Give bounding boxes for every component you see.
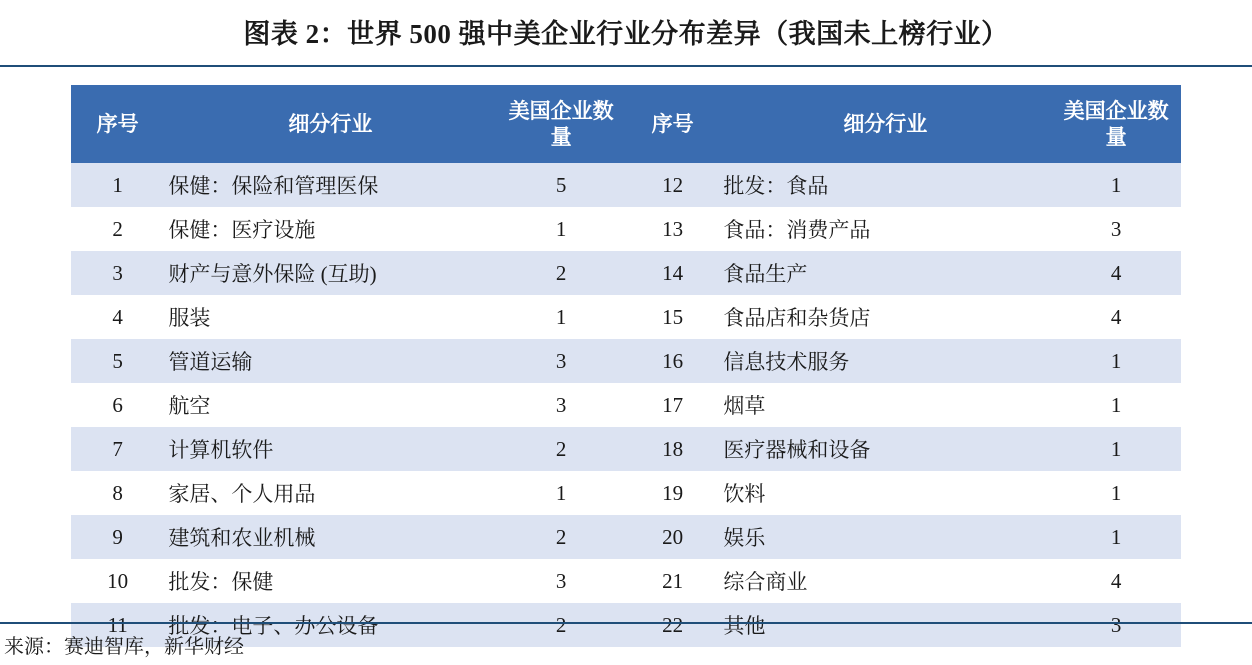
cell-industry-right: 批发：食品	[719, 163, 1051, 207]
table-row	[71, 471, 1181, 515]
column-header-industry-right: 细分行业	[719, 85, 1051, 163]
cell-index-left: 2	[71, 207, 164, 251]
table-row	[71, 295, 1181, 339]
cell-count-right: 1	[1051, 515, 1181, 559]
table-container	[71, 67, 1181, 647]
cell-index-left: 9	[71, 515, 164, 559]
column-header-industry-left: 细分行业	[164, 85, 496, 163]
column-header-count-right: 美国企业数量	[1051, 85, 1181, 163]
cell-industry-left: 家居、个人用品	[164, 471, 496, 515]
cell-industry-right: 食品店和杂货店	[719, 295, 1051, 339]
cell-industry-right: 娱乐	[719, 515, 1051, 559]
cell-index-left: 1	[71, 163, 164, 207]
table-row	[71, 251, 1181, 295]
cell-industry-right: 食品：消费产品	[719, 207, 1051, 251]
industry-distribution-table	[71, 85, 1181, 647]
cell-count-right: 1	[1051, 471, 1181, 515]
bottom-divider	[0, 622, 1252, 624]
cell-industry-right: 饮料	[719, 471, 1051, 515]
cell-count-left: 3	[496, 383, 626, 427]
cell-industry-left: 计算机软件	[164, 427, 496, 471]
cell-industry-right: 医疗器械和设备	[719, 427, 1051, 471]
table-header	[71, 85, 1181, 163]
cell-count-right: 1	[1051, 383, 1181, 427]
cell-industry-right: 信息技术服务	[719, 339, 1051, 383]
cell-count-left: 2	[496, 515, 626, 559]
cell-industry-left: 航空	[164, 383, 496, 427]
cell-count-right: 4	[1051, 559, 1181, 603]
cell-industry-right: 综合商业	[719, 559, 1051, 603]
cell-count-right: 1	[1051, 427, 1181, 471]
page-title: 图表 2：世界 500 强中美企业行业分布差异（我国未上榜行业）	[243, 19, 1009, 49]
cell-count-right: 1	[1051, 339, 1181, 383]
cell-count-left: 1	[496, 207, 626, 251]
cell-index-right: 21	[626, 559, 719, 603]
cell-count-left: 5	[496, 163, 626, 207]
column-header-index-left: 序号	[71, 85, 164, 163]
source-note: 来源：赛迪智库，新华财经	[4, 636, 244, 658]
cell-index-right: 16	[626, 339, 719, 383]
cell-index-right: 12	[626, 163, 719, 207]
table-row	[71, 207, 1181, 251]
cell-index-left: 8	[71, 471, 164, 515]
cell-index-right: 22	[626, 603, 719, 647]
cell-count-left: 1	[496, 295, 626, 339]
cell-count-right: 4	[1051, 251, 1181, 295]
cell-count-right: 3	[1051, 207, 1181, 251]
cell-index-left: 11	[71, 603, 164, 647]
cell-industry-left: 保健：医疗设施	[164, 207, 496, 251]
cell-count-left: 1	[496, 471, 626, 515]
cell-count-left: 2	[496, 251, 626, 295]
cell-index-right: 15	[626, 295, 719, 339]
cell-index-left: 7	[71, 427, 164, 471]
cell-index-left: 4	[71, 295, 164, 339]
cell-count-right: 4	[1051, 295, 1181, 339]
cell-count-left: 2	[496, 603, 626, 647]
cell-industry-left: 财产与意外保险 (互助)	[164, 251, 496, 295]
cell-index-right: 18	[626, 427, 719, 471]
cell-index-left: 5	[71, 339, 164, 383]
table-header-row	[71, 85, 1181, 163]
cell-count-left: 3	[496, 559, 626, 603]
cell-industry-left: 建筑和农业机械	[164, 515, 496, 559]
cell-index-right: 13	[626, 207, 719, 251]
column-header-count-left: 美国企业数量	[496, 85, 626, 163]
table-row	[71, 515, 1181, 559]
cell-index-left: 3	[71, 251, 164, 295]
cell-industry-right: 食品生产	[719, 251, 1051, 295]
cell-index-left: 10	[71, 559, 164, 603]
table-row	[71, 339, 1181, 383]
cell-index-right: 14	[626, 251, 719, 295]
table-body	[71, 163, 1181, 647]
cell-count-right: 1	[1051, 163, 1181, 207]
table-row	[71, 427, 1181, 471]
cell-industry-left: 批发：保健	[164, 559, 496, 603]
cell-industry-left: 管道运输	[164, 339, 496, 383]
cell-index-left: 6	[71, 383, 164, 427]
cell-industry-left: 批发：电子、办公设备	[164, 603, 496, 647]
cell-index-right: 19	[626, 471, 719, 515]
cell-count-left: 3	[496, 339, 626, 383]
cell-industry-left: 保健：保险和管理医保	[164, 163, 496, 207]
cell-industry-left: 服装	[164, 295, 496, 339]
cell-index-right: 20	[626, 515, 719, 559]
cell-industry-right: 烟草	[719, 383, 1051, 427]
table-row	[71, 383, 1181, 427]
table-row	[71, 163, 1181, 207]
cell-industry-right: 其他	[719, 603, 1051, 647]
cell-count-right: 3	[1051, 603, 1181, 647]
cell-index-right: 17	[626, 383, 719, 427]
column-header-index-right: 序号	[626, 85, 719, 163]
cell-count-left: 2	[496, 427, 626, 471]
table-row	[71, 559, 1181, 603]
